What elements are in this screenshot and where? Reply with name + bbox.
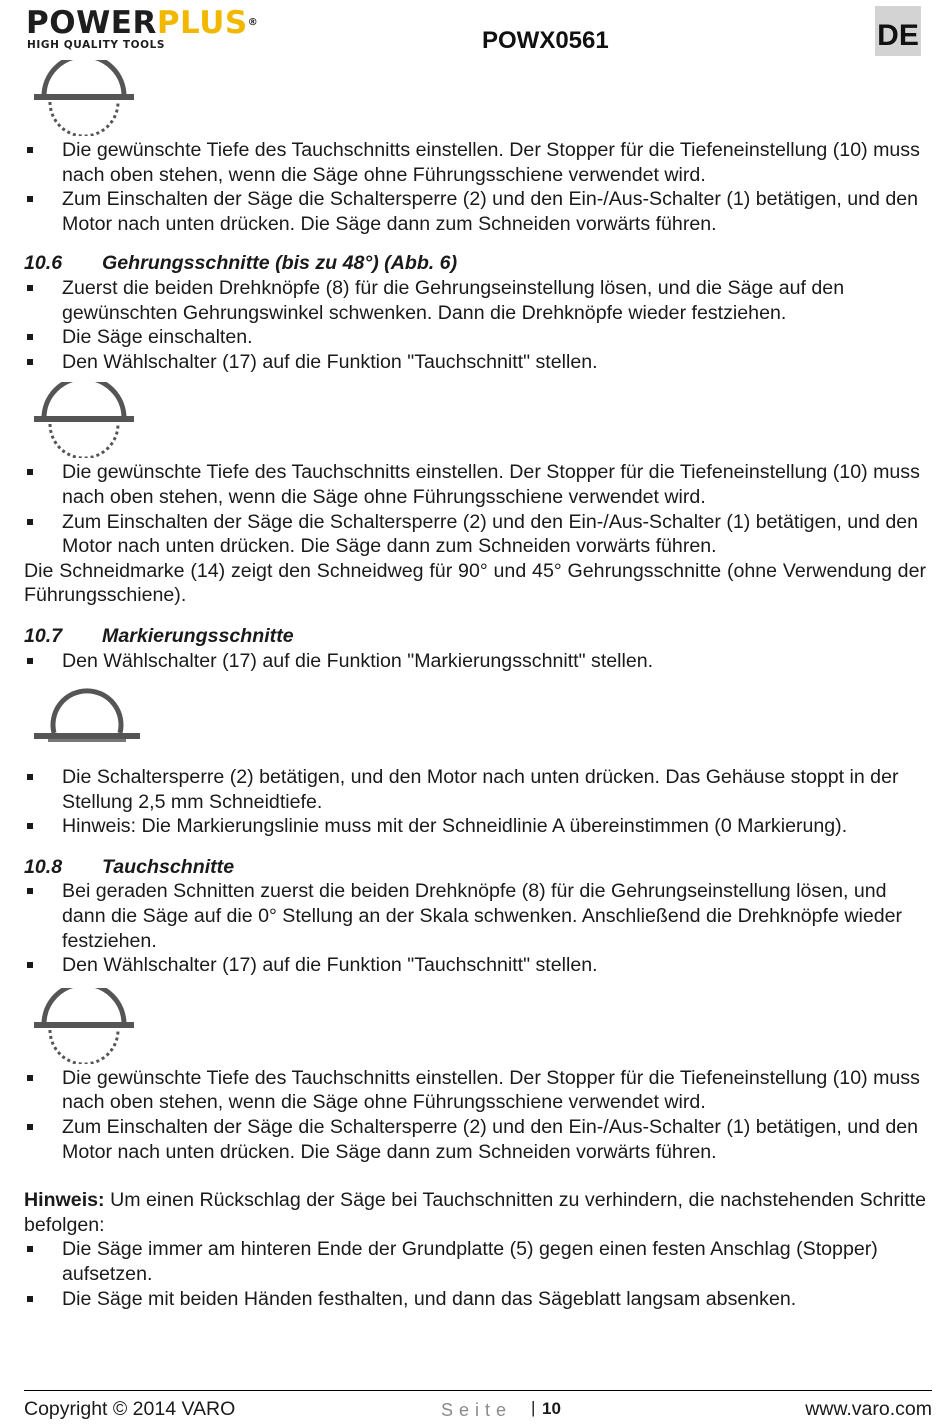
paragraph: Die Schneidmarke (14) zeigt den Schneidweg für 90° und 45° Gehrungsschnitte (ohne Verwendung der Führungsschiene). <box>24 559 926 607</box>
page-label: Seite <box>441 1400 513 1420</box>
page-separator: | <box>531 1398 536 1417</box>
list-item: Die gewünschte Tiefe des Tauchschnitts einstellen. Der Stopper für die Tiefeneinstellung (10) muss nach oben stehen, wenn die Säge ohne Führungsschiene verwendet wird. <box>24 1066 926 1115</box>
page-header <box>0 0 950 60</box>
powerplus-logo <box>26 6 296 52</box>
list-item: Zum Einschalten der Säge die Schaltersperre (2) und den Ein-/Aus-Schalter (1) betätigen, und den Motor nach unten drücken. Die Säge dann zum Schneiden vorwärts führen. <box>24 1115 926 1164</box>
list-item: Die Schaltersperre (2) betätigen, und den Motor nach unten drücken. Das Gehäuse stoppt in der Stellung 2,5 mm Schneidtiefe. <box>24 765 926 814</box>
plunge-cut-blade-icon <box>24 60 134 138</box>
document-body <box>24 60 926 1311</box>
model-number: POWX0561 <box>482 27 609 54</box>
logo-registered-mark: ® <box>247 17 259 28</box>
note-label: Hinweis: <box>24 1189 105 1212</box>
list-item: Zum Einschalten der Säge die Schaltersperre (2) und den Ein-/Aus-Schalter (1) betätigen, und den Motor nach unten drücken. Die Säge dann zum Schneiden vorwärts führen. <box>24 187 926 236</box>
list-item: Den Wählschalter (17) auf die Funktion "Markierungsschnitt" stellen. <box>24 649 926 674</box>
plunge-cut-blade-icon <box>24 382 134 460</box>
bullet-list <box>24 1066 926 1164</box>
list-item: Die gewünschte Tiefe des Tauchschnitts einstellen. Der Stopper für die Tiefeneinstellung (10) muss nach oben stehen, wenn die Säge ohne Führungsschiene verwendet wird. <box>24 460 926 509</box>
list-item: Die Säge immer am hinteren Ende der Grundplatte (5) gegen einen festen Anschlag (Stopper) aufsetzen. <box>24 1237 926 1286</box>
website-link[interactable]: www.varo.com <box>805 1398 932 1420</box>
copyright-text: Copyright © 2014 VARO <box>24 1398 236 1420</box>
list-item: Zuerst die beiden Drehknöpfe (8) für die Gehrungseinstellung lösen, und die Säge auf den gewünschten Gehrungswinkel schwenken. Dann die Drehknöpfe wieder festziehen. <box>24 276 926 325</box>
logo-text-plus: PLUS <box>156 5 248 41</box>
list-item: Den Wählschalter (17) auf die Funktion "Tauchschnitt" stellen. <box>24 953 926 978</box>
list-item: Bei geraden Schnitten zuerst die beiden Drehknöpfe (8) für die Gehrungseinstellung lösen, und dann die Säge auf die 0° Stellung an der Skala schwenken. Anschließend die Drehknöpfe wieder festziehen. <box>24 879 926 953</box>
note-text: Um einen Rückschlag der Säge bei Tauchschnitten zu verhindern, die nachstehenden Schritte befolgen: <box>24 1189 926 1236</box>
bullet-list <box>24 138 926 236</box>
bullet-list <box>24 460 926 558</box>
marking-cut-blade-icon <box>24 681 134 765</box>
bullet-list <box>24 276 926 374</box>
logo-text-power: POWER <box>26 5 157 41</box>
list-item: Die Säge mit beiden Händen festhalten, und dann das Sägeblatt langsam absenken. <box>24 1287 926 1312</box>
list-item: Hinweis: Die Markierungslinie muss mit der Schneidlinie A übereinstimmen (0 Markierung). <box>24 814 926 839</box>
list-item: Zum Einschalten der Säge die Schaltersperre (2) und den Ein-/Aus-Schalter (1) betätigen, und den Motor nach unten drücken. Die Säge dann zum Schneiden vorwärts führen. <box>24 510 926 559</box>
section-heading-10-6: 10.6 Gehrungsschnitte (bis zu 48°) (Abb. 6) <box>24 252 458 275</box>
logo-tagline: HIGH QUALITY TOOLS <box>27 39 166 51</box>
note-paragraph <box>24 1188 926 1237</box>
bullet-list <box>24 765 926 839</box>
bullet-list <box>24 649 926 674</box>
section-heading-10-7: 10.7 Markierungsschnitte <box>24 624 294 647</box>
list-item: Die gewünschte Tiefe des Tauchschnitts einstellen. Der Stopper für die Tiefeneinstellung (10) muss nach oben stehen, wenn die Säge ohne Führungsschiene verwendet wird. <box>24 138 926 187</box>
plunge-cut-blade-icon <box>24 988 134 1066</box>
language-badge: DE <box>875 6 921 56</box>
page-number: 10 <box>542 1399 561 1418</box>
list-item: Die Säge einschalten. <box>24 325 926 350</box>
list-item: Den Wählschalter (17) auf die Funktion "Tauchschnitt" stellen. <box>24 350 926 375</box>
bullet-list <box>24 879 926 977</box>
section-heading-10-8: 10.8 Tauchschnitte <box>24 855 235 878</box>
bullet-list <box>24 1237 926 1311</box>
page-footer <box>24 1390 932 1420</box>
